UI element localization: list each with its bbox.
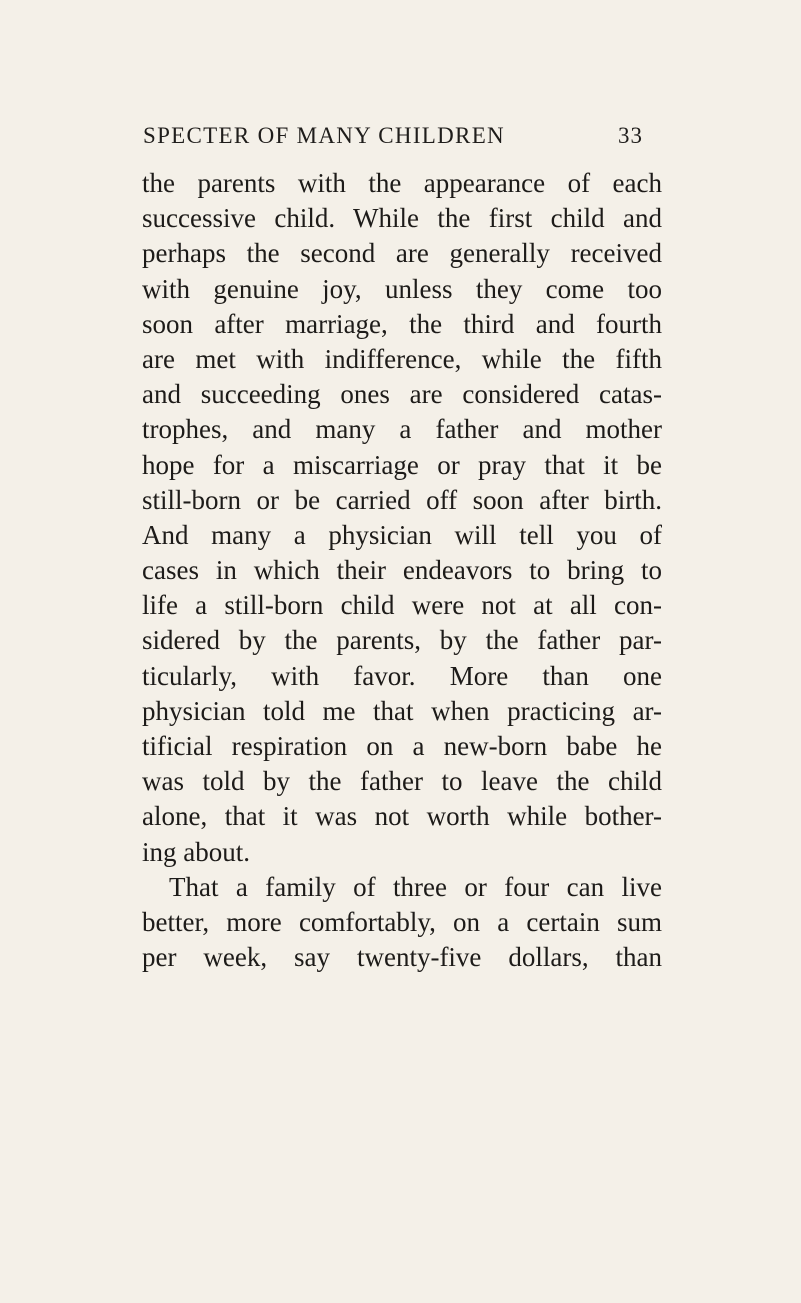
text-line: cases in which their endeavors to bring to [142, 555, 662, 586]
text-line: are met with indifference, while the fifth [142, 343, 662, 374]
text-line: soon after marriage, the third and fourth [142, 308, 662, 339]
text-line: physician told me that when practicing ar- [142, 695, 662, 726]
text-line: better, more comfortably, on a certain sum [142, 906, 662, 937]
text-line: was told by the father to leave the child [142, 766, 662, 797]
text-line: per week, say twenty-five dollars, than [142, 942, 662, 973]
running-head [143, 118, 643, 154]
text-line: and succeeding ones are considered catas- [142, 379, 662, 410]
text-line: alone, that it was not worth while bother- [142, 801, 662, 832]
text-line: life a still-born child were not at all con- [142, 590, 662, 621]
paragraph-start-line: That a family of three or four can live [169, 871, 662, 902]
text-line: perhaps the second are generally received [142, 238, 662, 269]
text-line: trophes, and many a father and mother [142, 414, 662, 445]
text-line: still-born or be carried off soon after birth. [142, 484, 662, 515]
text-line: hope for a miscarriage or pray that it be [142, 449, 662, 480]
text-line: ing about. [142, 836, 250, 867]
text-line: with genuine joy, unless they come too [142, 273, 662, 304]
running-title: SPECTER OF MANY CHILDREN [143, 123, 505, 148]
text-line: successive child. While the first child and [142, 203, 662, 234]
text-line: And many a physician will tell you of [142, 519, 662, 550]
text-line: sidered by the parents, by the father par- [142, 625, 662, 656]
body-text [142, 166, 662, 975]
text-line: tificial respiration on a new-born babe he [142, 731, 662, 761]
text-line: the parents with the appearance of each [142, 168, 662, 198]
text-line: ticularly, with favor. More than one [142, 660, 662, 691]
page-number: 33 [618, 123, 643, 148]
